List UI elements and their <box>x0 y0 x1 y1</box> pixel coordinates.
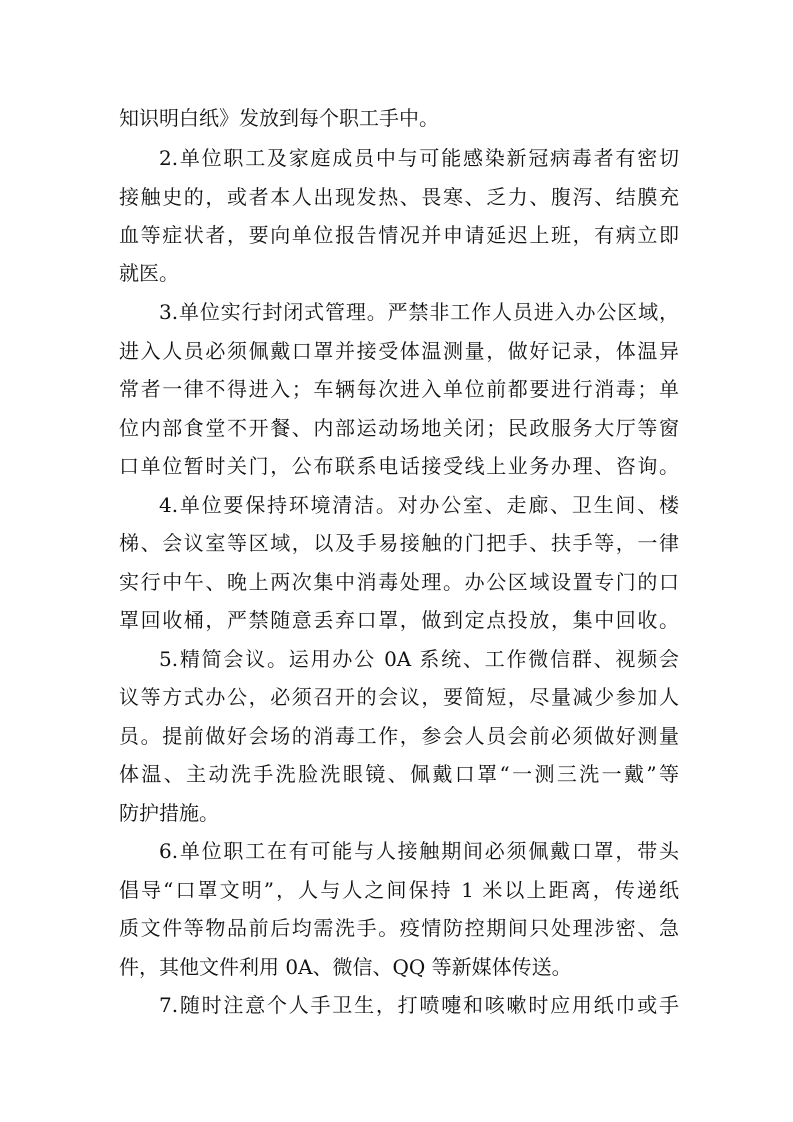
text-line: 实行中午、晚上两次集中消毒处理。办公区域设置专门的口 <box>119 570 679 594</box>
text-line: 知识明白纸》发放到每个职工手中。 <box>119 106 439 130</box>
paragraph-5-start: 5.精简会议。运用办公 0A 系统、工作微信群、视频会 <box>159 647 679 671</box>
text-line: 口单位暂时关门，公布联系电话接受线上业务办理、咨询。 <box>119 454 679 478</box>
paragraph-4-start: 4.单位要保持环境清洁。对办公室、走廊、卫生间、楼 <box>159 493 679 517</box>
paragraph-6-start: 6.单位职工在有可能与人接触期间必须佩戴口罩，带头 <box>159 839 679 863</box>
text-line: 议等方式办公，必须召开的会议，要简短，尽量减少参加人 <box>119 685 679 709</box>
text-line: 就医。 <box>119 261 179 285</box>
text-line: 接触史的，或者本人出现发热、畏寒、乏力、腹泻、结膜充 <box>119 185 679 209</box>
paragraph-2-start: 2.单位职工及家庭成员中与可能感染新冠病毒者有密切 <box>159 146 679 170</box>
paragraph-7-start: 7.随时注意个人手卫生，打喷嚏和咳嗽时应用纸巾或手 <box>159 993 679 1017</box>
text-line: 位内部食堂不开餐、内部运动场地关闭；民政服务大厅等窗 <box>119 416 679 440</box>
paragraph-3-start: 3.单位实行封闭式管理。严禁非工作人员进入办公区域， <box>159 300 679 324</box>
text-line: 倡导“口罩文明”，人与人之间保持 1 米以上距离，传递纸 <box>119 878 679 902</box>
text-line: 常者一律不得进入；车辆每次进入单位前都要进行消毒；单 <box>119 377 679 401</box>
text-line: 血等症状者，要向单位报告情况并申请延迟上班，有病立即 <box>119 223 679 247</box>
text-line: 梯、会议室等区域，以及手易接触的门把手、扶手等，一律 <box>119 531 679 555</box>
text-line: 质文件等物品前后均需洗手。疫情防控期间只处理涉密、急 <box>119 916 679 940</box>
text-line: 防护措施。 <box>119 801 219 825</box>
text-line: 体温、主动洗手洗脸洗眼镜、佩戴口罩“一测三洗一戴”等 <box>119 762 679 786</box>
text-line: 件，其他文件利用 0A、微信、QQ 等新媒体传送。 <box>119 955 572 979</box>
text-line: 员。提前做好会场的消毒工作，参会人员会前必须做好测量 <box>119 724 679 748</box>
text-line: 进入人员必须佩戴口罩并接受体温测量，做好记录，体温异 <box>119 339 679 363</box>
text-line: 罩回收桶，严禁随意丢弃口罩，做到定点投放，集中回收。 <box>119 608 679 632</box>
